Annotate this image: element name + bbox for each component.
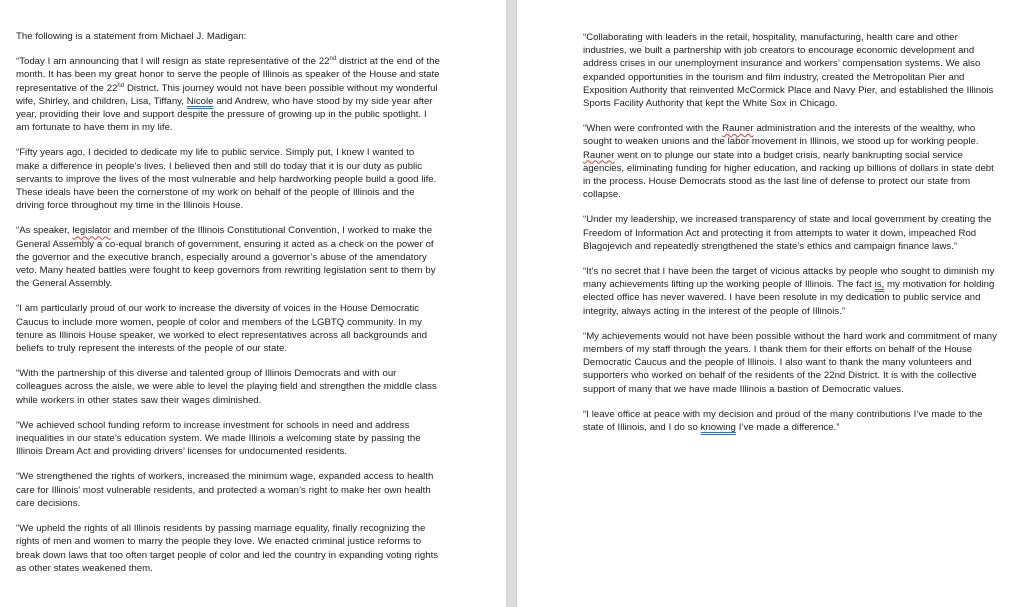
paragraph-text: “As speaker,: [16, 225, 73, 237]
paragraph-text: district at the end of the month. It has been my great honor to serve the people of Illinois as speaker of the House and state representative of the 22: [16, 56, 440, 94]
paragraph-text: “It’s no secret that I have been the target of vicious attacks by people who sought to diminish my many achievements lifting up the working people of Illinois. The fact: [583, 266, 995, 291]
paragraph-text: “I am particularly proud of our work to increase the diversity of voices in the House Democratic Caucus to include more women, people of color and members of the LGBTQ community. In my tenure as Illinois House speaker, we worked to elect representatives across all backgrounds and beliefs to truly represent the interests of the people of our state.: [16, 303, 428, 355]
page-gutter: [506, 0, 517, 607]
paragraph-text: “We strengthened the rights of workers, increased the minimum wage, expanded access to health care for Illinois’ most vulnerable residents, and protected a woman’s right to make her own health care decisions.: [16, 471, 434, 509]
spelling-flagged-word: Rauner: [722, 123, 754, 135]
paragraph-text: “We achieved school funding reform to increase investment for schools in need and address inequalities in our state’s education system. We made Illinois a welcoming state by passing the Illinois Dream Act and providing drivers’ licenses for undocumented residents.: [16, 419, 421, 458]
paragraph-text: administration and the interests of the wealthy, who sought to weaken unions and the labor movement in Illinois, we stood up for working people.: [583, 123, 979, 148]
superscript-text: nd: [329, 56, 337, 63]
paragraph-text: “With the partnership of this diverse and talented group of Illinois Democrats and with our colleagues across the aisle, we were able to level the playing field and strengthen the middle class while workers in other states saw their wages diminished.: [16, 368, 437, 406]
document-page-right[interactable]: [517, 0, 1024, 607]
statement-paragraph: [16, 55, 440, 134]
document-page-left[interactable]: [0, 0, 506, 607]
grammar-flagged-word: Nicole: [186, 95, 214, 107]
paragraph-text: “Under my leadership, we increased transparency of state and local government by creating the Freedom of Information Act and protecting it from attempts to water it down, impeached Rod Blagojevich and repeatedly strengthened the state’s ethics and campaign finance laws.”: [583, 214, 992, 252]
superscript-text: nd: [117, 82, 125, 89]
paragraph-text: “When were confronted with the: [583, 123, 723, 135]
grammar-flagged-word: knowing: [700, 422, 736, 434]
statement-paragraph: [16, 146, 440, 212]
spelling-flagged-word: legislator: [72, 225, 111, 237]
paragraph-text: “We upheld the rights of all Illinois residents by passing marriage equality, finally recognizing the rights of men and women to marry the people they love. We enacted criminal justice reforms to break down laws that too often target people of color and led the country in expanding voting rights as other states weakened them.: [16, 523, 439, 574]
statement-paragraph: [16, 302, 440, 355]
statement-paragraph: [16, 367, 440, 407]
statement-paragraph: [16, 224, 440, 290]
grammar-flagged-word: is,: [874, 279, 885, 291]
statement-paragraph: [583, 122, 1001, 201]
spelling-flagged-word: Rauner: [583, 149, 615, 161]
paragraph-text: District. This journey would not have been possible without my wonderful wife, Shirley, and children, Lisa, Tiffany,: [16, 82, 438, 107]
statement-paragraph: [583, 31, 1001, 110]
paragraph-text: and member of the Illinois Constitutional Convention, I worked to make the General Assembly a co-equal branch of government, ensuring it acted as a check on the power of the governor and the executive branch, especially around a governor’s abuse of the amendatory veto. Many heated battles were fought to keep governors from rewriting legislation sent to them by the General Assembly.: [16, 225, 436, 290]
statement-paragraph: [583, 408, 1001, 434]
statement-heading: The following is a statement from Michael J. Madigan:: [16, 31, 247, 42]
paragraph-text: “Fifty years ago, I decided to dedicate my life to public service. Simply put, I knew I wanted to make a difference in people’s lives. I believed then and still do today that it is our duty as public servants to improve the lives of the most vulnerable and help hardworking people build a good life. These ideals have been the cornerstone of my work on behalf of the people of Illinois and the driving force throughout my time in the Illinois House.: [16, 147, 437, 212]
statement-paragraph: [583, 213, 1001, 253]
right-page-body: [583, 31, 1024, 434]
statement-paragraph: [16, 522, 440, 575]
paragraph-text: “I leave office at peace with my decision and proud of the many contributions I’ve made to the state of Illinois, and I do so: [583, 408, 983, 434]
statement-paragraph: [583, 265, 1001, 318]
left-page-body: [16, 55, 506, 575]
paragraph-text: my motivation for holding elected office has never wavered. I have been resolute in my dedication to public service and integrity, always acting in the interest of the people of Illinois.”: [583, 279, 995, 317]
paragraph-text: “Today I am announcing that I will resign as state representative of the 22: [16, 56, 330, 68]
paragraph-text: I’ve made a difference.”: [735, 422, 840, 434]
paragraph-text: and Andrew, who have stood by my side year after year, providing their love and support despite the pressure of growing up in the public spotlight. I am fortunate to have them in my life.: [16, 95, 433, 134]
statement-paragraph: [16, 470, 440, 510]
paragraph-text: went on to plunge our state into a budget crisis, nearly bankrupting social service agencies, eliminating funding for higher education, and racking up billions of dollars in state debt in the process. House Democrats stood as the last line of defense to protect our state from collapse.: [583, 149, 994, 201]
statement-paragraph: [583, 330, 1001, 396]
paragraph-text: “Collaborating with leaders in the retail, hospitality, manufacturing, health care and other industries, we built a partnership with job creators to encourage economic development and address crises in our unemployment insurance and workers’ compensation systems. We also expanded opportunities in the tourism and film industry, created the Metropolitan Pier and Exposition Authority that reinvented McCormick Place and Navy Pier, and established the Illinois Sports Facility Authority that kept the White Sox in Chicago.: [583, 32, 994, 110]
paragraph-text: “My achievements would not have been possible without the hard work and commitment of many members of my staff through the years. I thank them for their efforts on behalf of the House Democratic Caucus and the people of Illinois. I also want to thank the many volunteers and supporters who worked on behalf of the residents of the 22nd District. It is with the collective support of many that we have made Illinois a bastion of Democratic values.: [583, 330, 997, 395]
statement-paragraph: [16, 419, 440, 459]
